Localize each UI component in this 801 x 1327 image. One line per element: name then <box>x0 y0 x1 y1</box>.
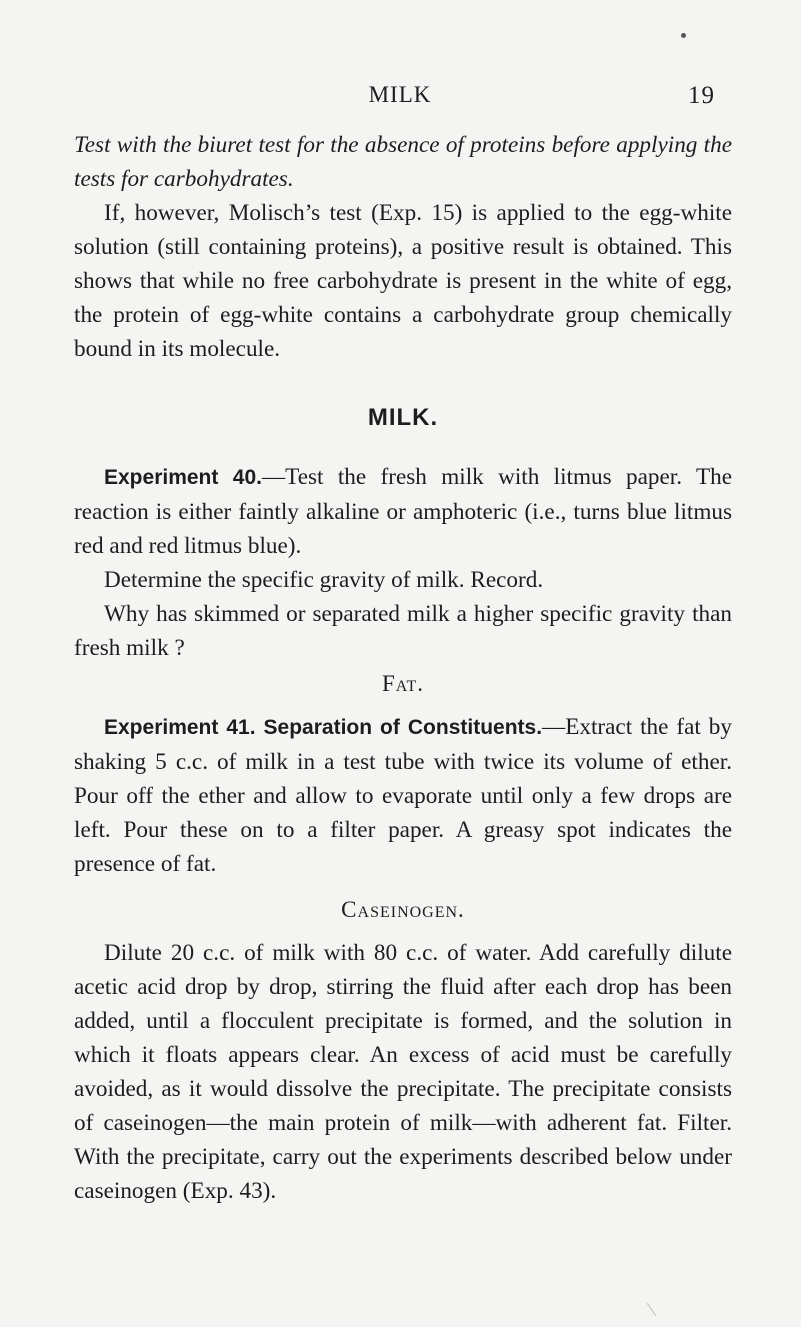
printing-speck <box>681 33 686 38</box>
experiment-41-paragraph <box>74 710 732 881</box>
skimmed-milk-question: Why has skimmed or separated milk a higher specific gravity than fresh milk ? <box>74 601 732 661</box>
printing-mark <box>647 1303 656 1316</box>
experiment-40-text: —Test the fresh milk with litmus paper. The reaction is either faintly alkaline or amphoteric (i.e., turns blue litmus red and red litmus blue). <box>74 464 732 559</box>
molisch-test-paragraph: If, however, Molisch’s test (Exp. 15) is applied to the egg-white solution (still containing proteins), a positive result is obtained. This shows that while no free carbohydrate is present in the white of egg, the protein of egg-white contains a carbohydrate group chemically bound in its molecule. <box>74 200 732 362</box>
caseinogen-paragraph: Dilute 20 c.c. of milk with 80 c.c. of water. Add carefully dilute acetic acid drop by drop, stirring the fluid after each drop has been added, until a flocculent precipitate is formed, and the solution in which it floats appears clear. An excess of acid must be carefully avoided, as it would dissolve the precipitate. The precipitate consists of caseinogen—the main protein of milk—with adherent fat. Filter. With the precipitate, carry out the experiments described below under caseinogen (Exp. 43). <box>74 940 732 1204</box>
running-header <box>0 82 801 112</box>
experiment-40-label: Experiment 40. <box>104 466 262 489</box>
subhead-caseinogen: Caseinogen. <box>341 897 465 922</box>
subhead-fat: Fat. <box>381 671 425 696</box>
experiment-40-paragraph <box>74 460 732 563</box>
experiment-41-text: —Extract the fat by shaking 5 c.c. of milk in a test tube with twice its volume of ether. Pour off the ether and allow to evaporate until only a few drops are left. Pour these on to a filter paper. A greasy spot indicates the presence of fat. <box>74 714 732 877</box>
page-number: 19 <box>688 82 715 109</box>
biuret-test-note: Test with the biuret test for the absence of proteins before applying the tests for carbohydrates. <box>74 132 732 192</box>
running-title: MILK <box>368 82 432 107</box>
experiment-41-label: Experiment 41. Separation of Constituents. <box>104 716 543 739</box>
section-title-milk: MILK. <box>367 404 439 431</box>
page-content <box>74 128 732 1208</box>
specific-gravity-paragraph: Determine the specific gravity of milk. Record. <box>104 567 544 593</box>
